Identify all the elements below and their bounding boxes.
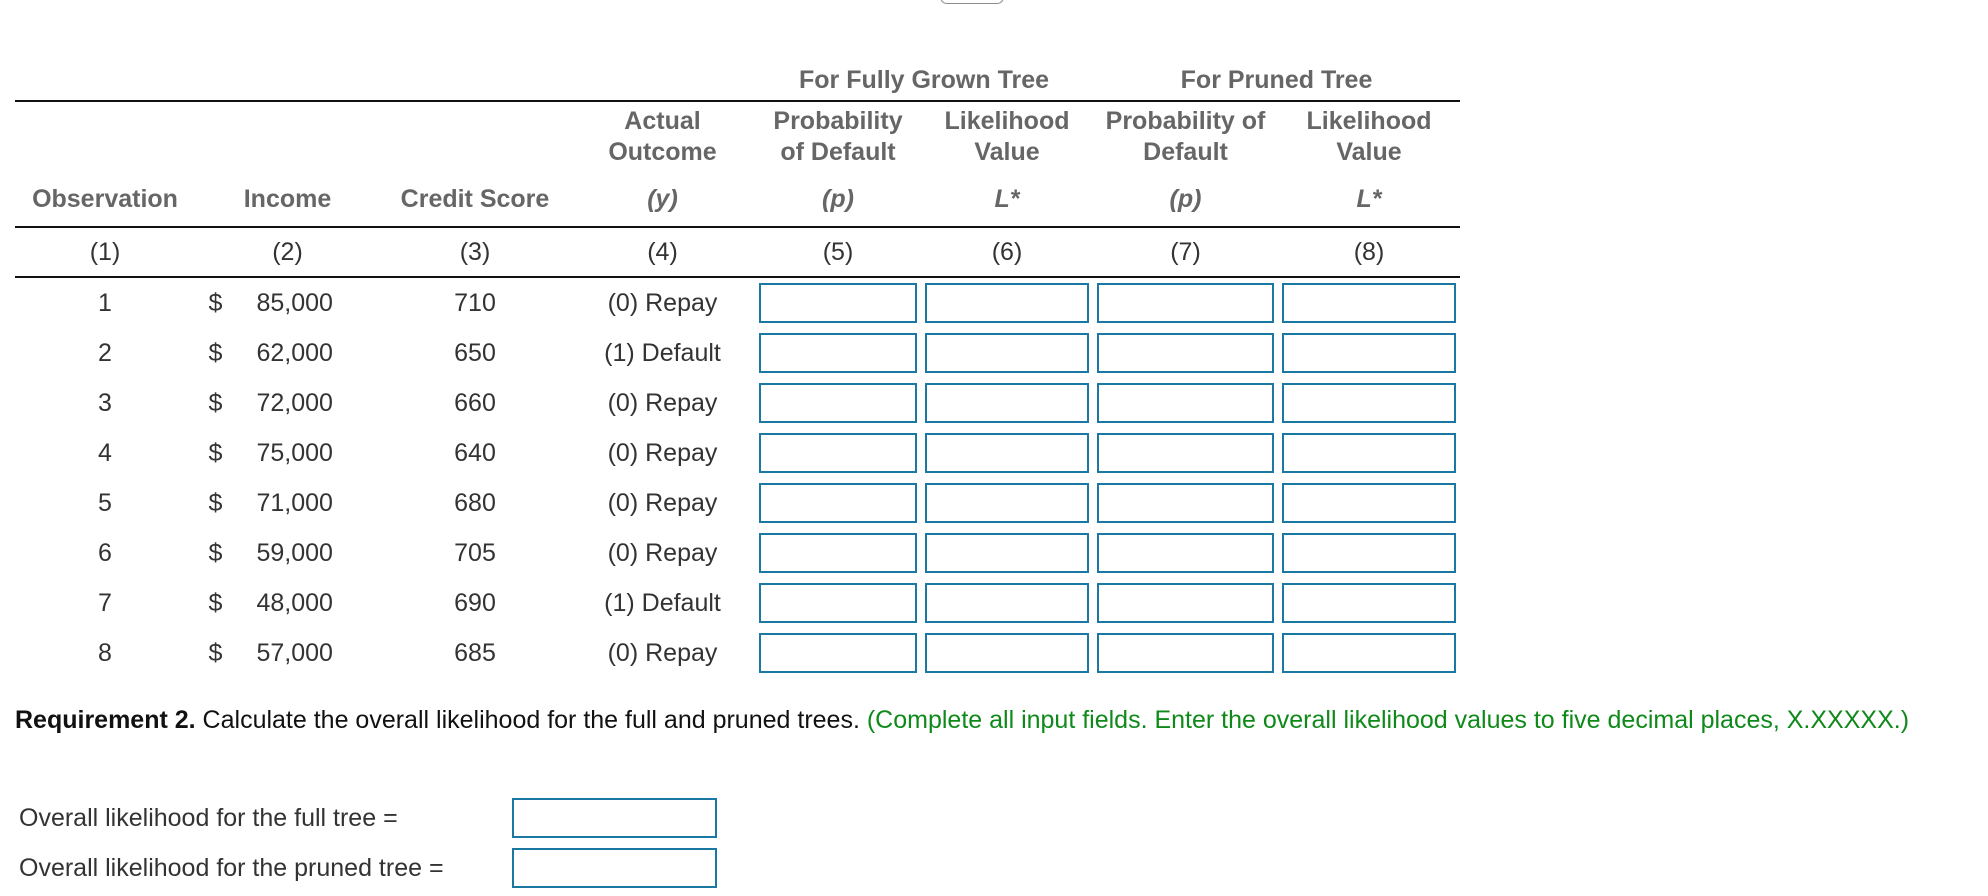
actual-outcome-cell: (0) Repay bbox=[607, 288, 718, 317]
probability-full-input[interactable] bbox=[759, 433, 917, 473]
requirement-instruction: (Complete all input fields. Enter the overall likelihood values to five decimal places, X.XXXXX.) bbox=[866, 706, 1910, 734]
probability-pruned-input[interactable] bbox=[1097, 433, 1274, 473]
header-likelihood-value-full bbox=[921, 101, 1093, 172]
probability-pruned-input[interactable] bbox=[1097, 483, 1274, 523]
income-value bbox=[209, 538, 367, 569]
actual-outcome-cell: (0) Repay bbox=[607, 388, 718, 417]
likelihood-pruned-input[interactable] bbox=[1282, 533, 1456, 573]
probability-pruned-input[interactable] bbox=[1097, 283, 1274, 323]
probability-full-input[interactable] bbox=[759, 333, 917, 373]
likelihood-full-cell bbox=[921, 578, 1093, 628]
likelihood-pruned-input[interactable] bbox=[1282, 383, 1456, 423]
likelihood-pruned-cell bbox=[1278, 378, 1460, 428]
header-top-credit-spacer bbox=[380, 101, 570, 172]
header-probability-default-full bbox=[755, 101, 921, 172]
income-amount: 72,000 bbox=[256, 388, 333, 417]
group-header-full-tree: For Fully Grown Tree bbox=[755, 62, 1093, 101]
header-likelihood-value-pruned bbox=[1278, 101, 1460, 172]
table-row bbox=[15, 628, 1460, 678]
probability-full-cell bbox=[755, 578, 921, 628]
header-y: (y) bbox=[570, 172, 755, 227]
currency-symbol: $ bbox=[208, 288, 223, 317]
overall-pruned-row bbox=[19, 848, 717, 888]
income-cell bbox=[195, 578, 380, 628]
income-value bbox=[209, 288, 367, 319]
probability-pruned-cell bbox=[1093, 328, 1278, 378]
likelihood-pruned-cell bbox=[1278, 328, 1460, 378]
income-cell bbox=[195, 478, 380, 528]
probability-full-cell bbox=[755, 478, 921, 528]
credit-score-cell: 660 bbox=[454, 388, 496, 417]
probability-pruned-input[interactable] bbox=[1097, 383, 1274, 423]
probability-full-cell bbox=[755, 528, 921, 578]
observation-cell: 4 bbox=[98, 438, 112, 467]
credit-score-cell: 705 bbox=[454, 538, 496, 567]
probability-full-cell bbox=[755, 628, 921, 678]
overall-pruned-input[interactable] bbox=[512, 848, 717, 888]
actual-outcome-cell: (1) Default bbox=[604, 338, 721, 367]
credit-score-cell: 710 bbox=[454, 288, 496, 317]
probability-full-input[interactable] bbox=[759, 283, 917, 323]
likelihood-pruned-cell bbox=[1278, 628, 1460, 678]
income-cell bbox=[195, 378, 380, 428]
likelihood-pruned-cell bbox=[1278, 478, 1460, 528]
likelihood-full-input[interactable] bbox=[925, 433, 1089, 473]
actual-outcome-cell: (0) Repay bbox=[607, 638, 718, 667]
actual-outcome-cell: (0) Repay bbox=[607, 538, 718, 567]
actual-outcome-cell: (0) Repay bbox=[607, 438, 718, 467]
header-probability-default-pruned-text: Probability of Default bbox=[1105, 107, 1266, 166]
header-probability-default-full-text: Probability of Default bbox=[773, 107, 903, 166]
income-value bbox=[209, 388, 367, 419]
probability-pruned-cell bbox=[1093, 578, 1278, 628]
probability-pruned-cell bbox=[1093, 378, 1278, 428]
header-l-pruned: L* bbox=[1278, 172, 1460, 227]
probability-full-cell bbox=[755, 328, 921, 378]
table-row bbox=[15, 528, 1460, 578]
table-row bbox=[15, 428, 1460, 478]
actual-outcome-cell: (1) Default bbox=[604, 588, 721, 617]
column-number-8: (8) bbox=[1278, 227, 1460, 277]
header-p-full: (p) bbox=[755, 172, 921, 227]
likelihood-full-input[interactable] bbox=[925, 633, 1089, 673]
observation-cell: 5 bbox=[98, 488, 112, 517]
header-credit-score: Credit Score bbox=[380, 172, 570, 227]
currency-symbol: $ bbox=[208, 438, 223, 467]
header-actual-outcome-text: Actual Outcome bbox=[608, 107, 717, 166]
observation-cell: 3 bbox=[98, 388, 112, 417]
likelihood-table bbox=[15, 62, 1460, 678]
observation-cell: 2 bbox=[98, 338, 112, 367]
header-likelihood-value-pruned-text: Likelihood Value bbox=[1306, 107, 1432, 166]
income-amount: 62,000 bbox=[256, 338, 333, 367]
requirement-text bbox=[15, 704, 1945, 736]
probability-full-cell bbox=[755, 428, 921, 478]
header-top-observation-spacer bbox=[15, 101, 195, 172]
credit-score-cell: 650 bbox=[454, 338, 496, 367]
credit-score-cell: 685 bbox=[454, 638, 496, 667]
observation-cell: 6 bbox=[98, 538, 112, 567]
probability-full-cell bbox=[755, 277, 921, 328]
table-row bbox=[15, 328, 1460, 378]
overall-pruned-label: Overall likelihood for the pruned tree = bbox=[19, 854, 444, 882]
observation-cell: 7 bbox=[98, 588, 112, 617]
table-row bbox=[15, 578, 1460, 628]
header-top-income-spacer bbox=[195, 101, 380, 172]
currency-symbol: $ bbox=[208, 338, 223, 367]
requirement-description: Calculate the overall likelihood for the full and pruned trees. bbox=[195, 706, 867, 734]
header-actual-outcome bbox=[570, 101, 755, 172]
column-number-6: (6) bbox=[921, 227, 1093, 277]
income-cell bbox=[195, 528, 380, 578]
likelihood-pruned-input[interactable] bbox=[1282, 333, 1456, 373]
group-header-pruned-tree: For Pruned Tree bbox=[1093, 62, 1460, 101]
likelihood-pruned-cell bbox=[1278, 528, 1460, 578]
likelihood-pruned-input[interactable] bbox=[1282, 433, 1456, 473]
probability-full-input[interactable] bbox=[759, 633, 917, 673]
likelihood-pruned-input[interactable] bbox=[1282, 633, 1456, 673]
column-number-2: (2) bbox=[195, 227, 380, 277]
observation-cell: 1 bbox=[98, 288, 112, 317]
income-cell bbox=[195, 328, 380, 378]
column-number-1: (1) bbox=[15, 227, 195, 277]
likelihood-full-cell bbox=[921, 428, 1093, 478]
likelihood-full-cell bbox=[921, 478, 1093, 528]
likelihood-table-container bbox=[15, 62, 1444, 678]
currency-symbol: $ bbox=[208, 488, 223, 517]
probability-full-input[interactable] bbox=[759, 383, 917, 423]
requirement-heading: Requirement 2. bbox=[15, 706, 196, 734]
header-p-pruned: (p) bbox=[1093, 172, 1278, 227]
income-cell bbox=[195, 277, 380, 328]
column-number-7: (7) bbox=[1093, 227, 1278, 277]
income-value bbox=[209, 488, 367, 519]
probability-pruned-input[interactable] bbox=[1097, 333, 1274, 373]
table-row bbox=[15, 378, 1460, 428]
currency-symbol: $ bbox=[208, 388, 223, 417]
header-income: Income bbox=[195, 172, 380, 227]
probability-pruned-cell bbox=[1093, 628, 1278, 678]
likelihood-full-input[interactable] bbox=[925, 533, 1089, 573]
income-value bbox=[209, 338, 367, 369]
likelihood-pruned-cell bbox=[1278, 277, 1460, 328]
likelihood-full-input[interactable] bbox=[925, 583, 1089, 623]
probability-pruned-input[interactable] bbox=[1097, 533, 1274, 573]
probability-full-input[interactable] bbox=[759, 533, 917, 573]
column-number-5: (5) bbox=[755, 227, 921, 277]
overall-full-row bbox=[19, 798, 717, 838]
header-l-full: L* bbox=[921, 172, 1093, 227]
income-amount: 57,000 bbox=[256, 638, 333, 667]
likelihood-full-cell bbox=[921, 528, 1093, 578]
likelihood-full-cell bbox=[921, 378, 1093, 428]
probability-full-input[interactable] bbox=[759, 583, 917, 623]
likelihood-pruned-input[interactable] bbox=[1282, 283, 1456, 323]
header-probability-default-pruned bbox=[1093, 101, 1278, 172]
overall-full-input[interactable] bbox=[512, 798, 717, 838]
header-observation: Observation bbox=[15, 172, 195, 227]
income-amount: 59,000 bbox=[256, 538, 333, 567]
income-amount: 48,000 bbox=[256, 588, 333, 617]
header-likelihood-value-full-text: Likelihood Value bbox=[944, 107, 1070, 166]
likelihood-pruned-cell bbox=[1278, 578, 1460, 628]
currency-symbol: $ bbox=[208, 588, 223, 617]
likelihood-full-cell bbox=[921, 277, 1093, 328]
credit-score-cell: 680 bbox=[454, 488, 496, 517]
top-tab-handle[interactable] bbox=[940, 0, 1004, 4]
observation-cell: 8 bbox=[98, 638, 112, 667]
currency-symbol: $ bbox=[208, 638, 223, 667]
likelihood-pruned-input[interactable] bbox=[1282, 583, 1456, 623]
column-number-3: (3) bbox=[380, 227, 570, 277]
likelihood-full-cell bbox=[921, 628, 1093, 678]
likelihood-full-cell bbox=[921, 328, 1093, 378]
income-amount: 71,000 bbox=[256, 488, 333, 517]
income-value bbox=[209, 638, 367, 669]
probability-pruned-cell bbox=[1093, 277, 1278, 328]
likelihood-full-input[interactable] bbox=[925, 483, 1089, 523]
credit-score-cell: 690 bbox=[454, 588, 496, 617]
income-value bbox=[209, 588, 367, 619]
likelihood-full-input[interactable] bbox=[925, 383, 1089, 423]
likelihood-full-input[interactable] bbox=[925, 283, 1089, 323]
table-row bbox=[15, 478, 1460, 528]
probability-pruned-cell bbox=[1093, 478, 1278, 528]
likelihood-pruned-cell bbox=[1278, 428, 1460, 478]
column-number-4: (4) bbox=[570, 227, 755, 277]
table-row bbox=[15, 277, 1460, 328]
overall-full-label: Overall likelihood for the full tree = bbox=[19, 804, 398, 832]
group-header-spacer bbox=[15, 62, 755, 101]
income-cell bbox=[195, 428, 380, 478]
probability-pruned-input[interactable] bbox=[1097, 583, 1274, 623]
probability-full-cell bbox=[755, 378, 921, 428]
likelihood-pruned-input[interactable] bbox=[1282, 483, 1456, 523]
probability-pruned-cell bbox=[1093, 428, 1278, 478]
credit-score-cell: 640 bbox=[454, 438, 496, 467]
likelihood-full-input[interactable] bbox=[925, 333, 1089, 373]
income-cell bbox=[195, 628, 380, 678]
actual-outcome-cell: (0) Repay bbox=[607, 488, 718, 517]
probability-full-input[interactable] bbox=[759, 483, 917, 523]
probability-pruned-input[interactable] bbox=[1097, 633, 1274, 673]
income-value bbox=[209, 438, 367, 469]
probability-pruned-cell bbox=[1093, 528, 1278, 578]
currency-symbol: $ bbox=[208, 538, 223, 567]
income-amount: 85,000 bbox=[256, 288, 333, 317]
income-amount: 75,000 bbox=[256, 438, 333, 467]
